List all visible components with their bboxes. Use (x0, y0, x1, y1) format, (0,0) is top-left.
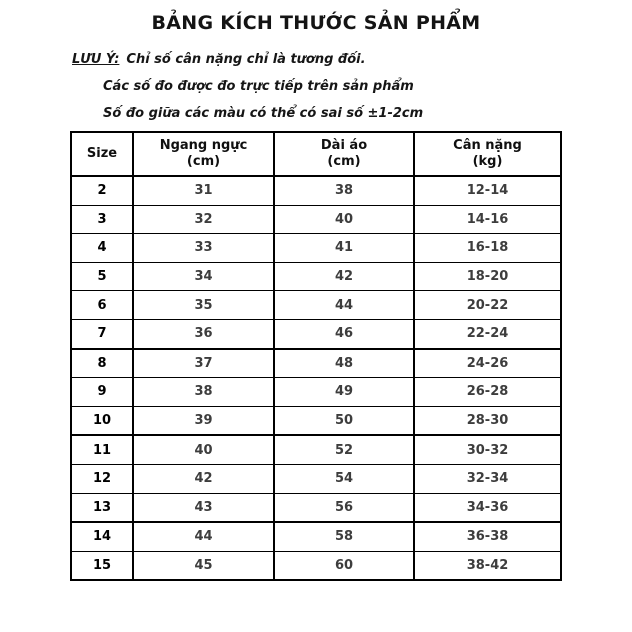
cell-size: 13 (71, 493, 133, 522)
cell-length: 58 (274, 522, 414, 551)
table-row (71, 435, 561, 464)
table-row (71, 205, 561, 234)
cell-size: 12 (71, 464, 133, 493)
col-header-weight (414, 132, 561, 176)
cell-size: 6 (71, 291, 133, 320)
cell-chest: 32 (133, 205, 274, 234)
cell-weight: 16-18 (414, 234, 561, 263)
col-header-length-label: Dài áo (320, 137, 368, 153)
col-header-size-label: Size (86, 145, 118, 161)
cell-length: 38 (274, 176, 414, 205)
table-row (71, 522, 561, 551)
table-row (71, 319, 561, 348)
cell-chest: 34 (133, 262, 274, 291)
note-label: LƯU Ý: (72, 52, 120, 67)
cell-chest: 37 (133, 349, 274, 378)
cell-weight: 34-36 (414, 493, 561, 522)
cell-weight: 12-14 (414, 176, 561, 205)
cell-length: 54 (274, 464, 414, 493)
cell-size: 9 (71, 378, 133, 407)
note-line-1 (72, 52, 423, 67)
table-row (71, 493, 561, 522)
cell-weight: 26-28 (414, 378, 561, 407)
page-title: BẢNG KÍCH THƯỚC SẢN PHẨM (151, 12, 481, 34)
cell-length: 40 (274, 205, 414, 234)
cell-size: 8 (71, 349, 133, 378)
cell-size: 7 (71, 319, 133, 348)
cell-weight: 30-32 (414, 435, 561, 464)
col-header-chest-label: Ngang ngực (159, 137, 248, 153)
cell-chest: 42 (133, 464, 274, 493)
cell-size: 3 (71, 205, 133, 234)
table-header-row (71, 132, 561, 176)
cell-chest: 35 (133, 291, 274, 320)
col-header-size (71, 132, 133, 176)
cell-length: 41 (274, 234, 414, 263)
col-header-length-unit: (cm) (327, 154, 361, 169)
table-row (71, 349, 561, 378)
col-header-chest-unit: (cm) (186, 154, 221, 169)
table-row (71, 176, 561, 205)
note-text-1: Chỉ số cân nặng chỉ là tương đối. (126, 52, 366, 67)
note-line-3: Số đo giữa các màu có thể có sai số ±1-2cm (103, 106, 424, 121)
cell-length: 52 (274, 435, 414, 464)
table-row (71, 378, 561, 407)
note-line-2: Các số đo được đo trực tiếp trên sản phẩm (103, 79, 414, 94)
cell-length: 50 (274, 406, 414, 435)
cell-weight: 22-24 (414, 319, 561, 348)
table-row (71, 406, 561, 435)
cell-weight: 28-30 (414, 406, 561, 435)
cell-size: 15 (71, 551, 133, 580)
cell-weight: 36-38 (414, 522, 561, 551)
cell-chest: 36 (133, 319, 274, 348)
cell-size: 14 (71, 522, 133, 551)
cell-chest: 33 (133, 234, 274, 263)
cell-weight: 24-26 (414, 349, 561, 378)
cell-weight: 20-22 (414, 291, 561, 320)
size-table (70, 131, 562, 581)
cell-size: 11 (71, 435, 133, 464)
cell-length: 48 (274, 349, 414, 378)
cell-length: 46 (274, 319, 414, 348)
cell-chest: 39 (133, 406, 274, 435)
cell-size: 2 (71, 176, 133, 205)
table-row (71, 262, 561, 291)
cell-chest: 38 (133, 378, 274, 407)
notes-block (72, 52, 423, 133)
cell-chest: 43 (133, 493, 274, 522)
col-header-weight-unit: (kg) (472, 154, 503, 169)
col-header-length (274, 132, 414, 176)
cell-length: 42 (274, 262, 414, 291)
cell-length: 56 (274, 493, 414, 522)
cell-size: 10 (71, 406, 133, 435)
cell-length: 60 (274, 551, 414, 580)
table-row (71, 234, 561, 263)
cell-weight: 32-34 (414, 464, 561, 493)
table-row (71, 551, 561, 580)
cell-weight: 18-20 (414, 262, 561, 291)
cell-size: 4 (71, 234, 133, 263)
table-row (71, 291, 561, 320)
cell-length: 44 (274, 291, 414, 320)
cell-weight: 38-42 (414, 551, 561, 580)
cell-chest: 44 (133, 522, 274, 551)
cell-chest: 45 (133, 551, 274, 580)
cell-size: 5 (71, 262, 133, 291)
cell-weight: 14-16 (414, 205, 561, 234)
col-header-weight-label: Cân nặng (453, 137, 522, 153)
cell-chest: 31 (133, 176, 274, 205)
cell-chest: 40 (133, 435, 274, 464)
col-header-chest (133, 132, 274, 176)
cell-length: 49 (274, 378, 414, 407)
table-row (71, 464, 561, 493)
